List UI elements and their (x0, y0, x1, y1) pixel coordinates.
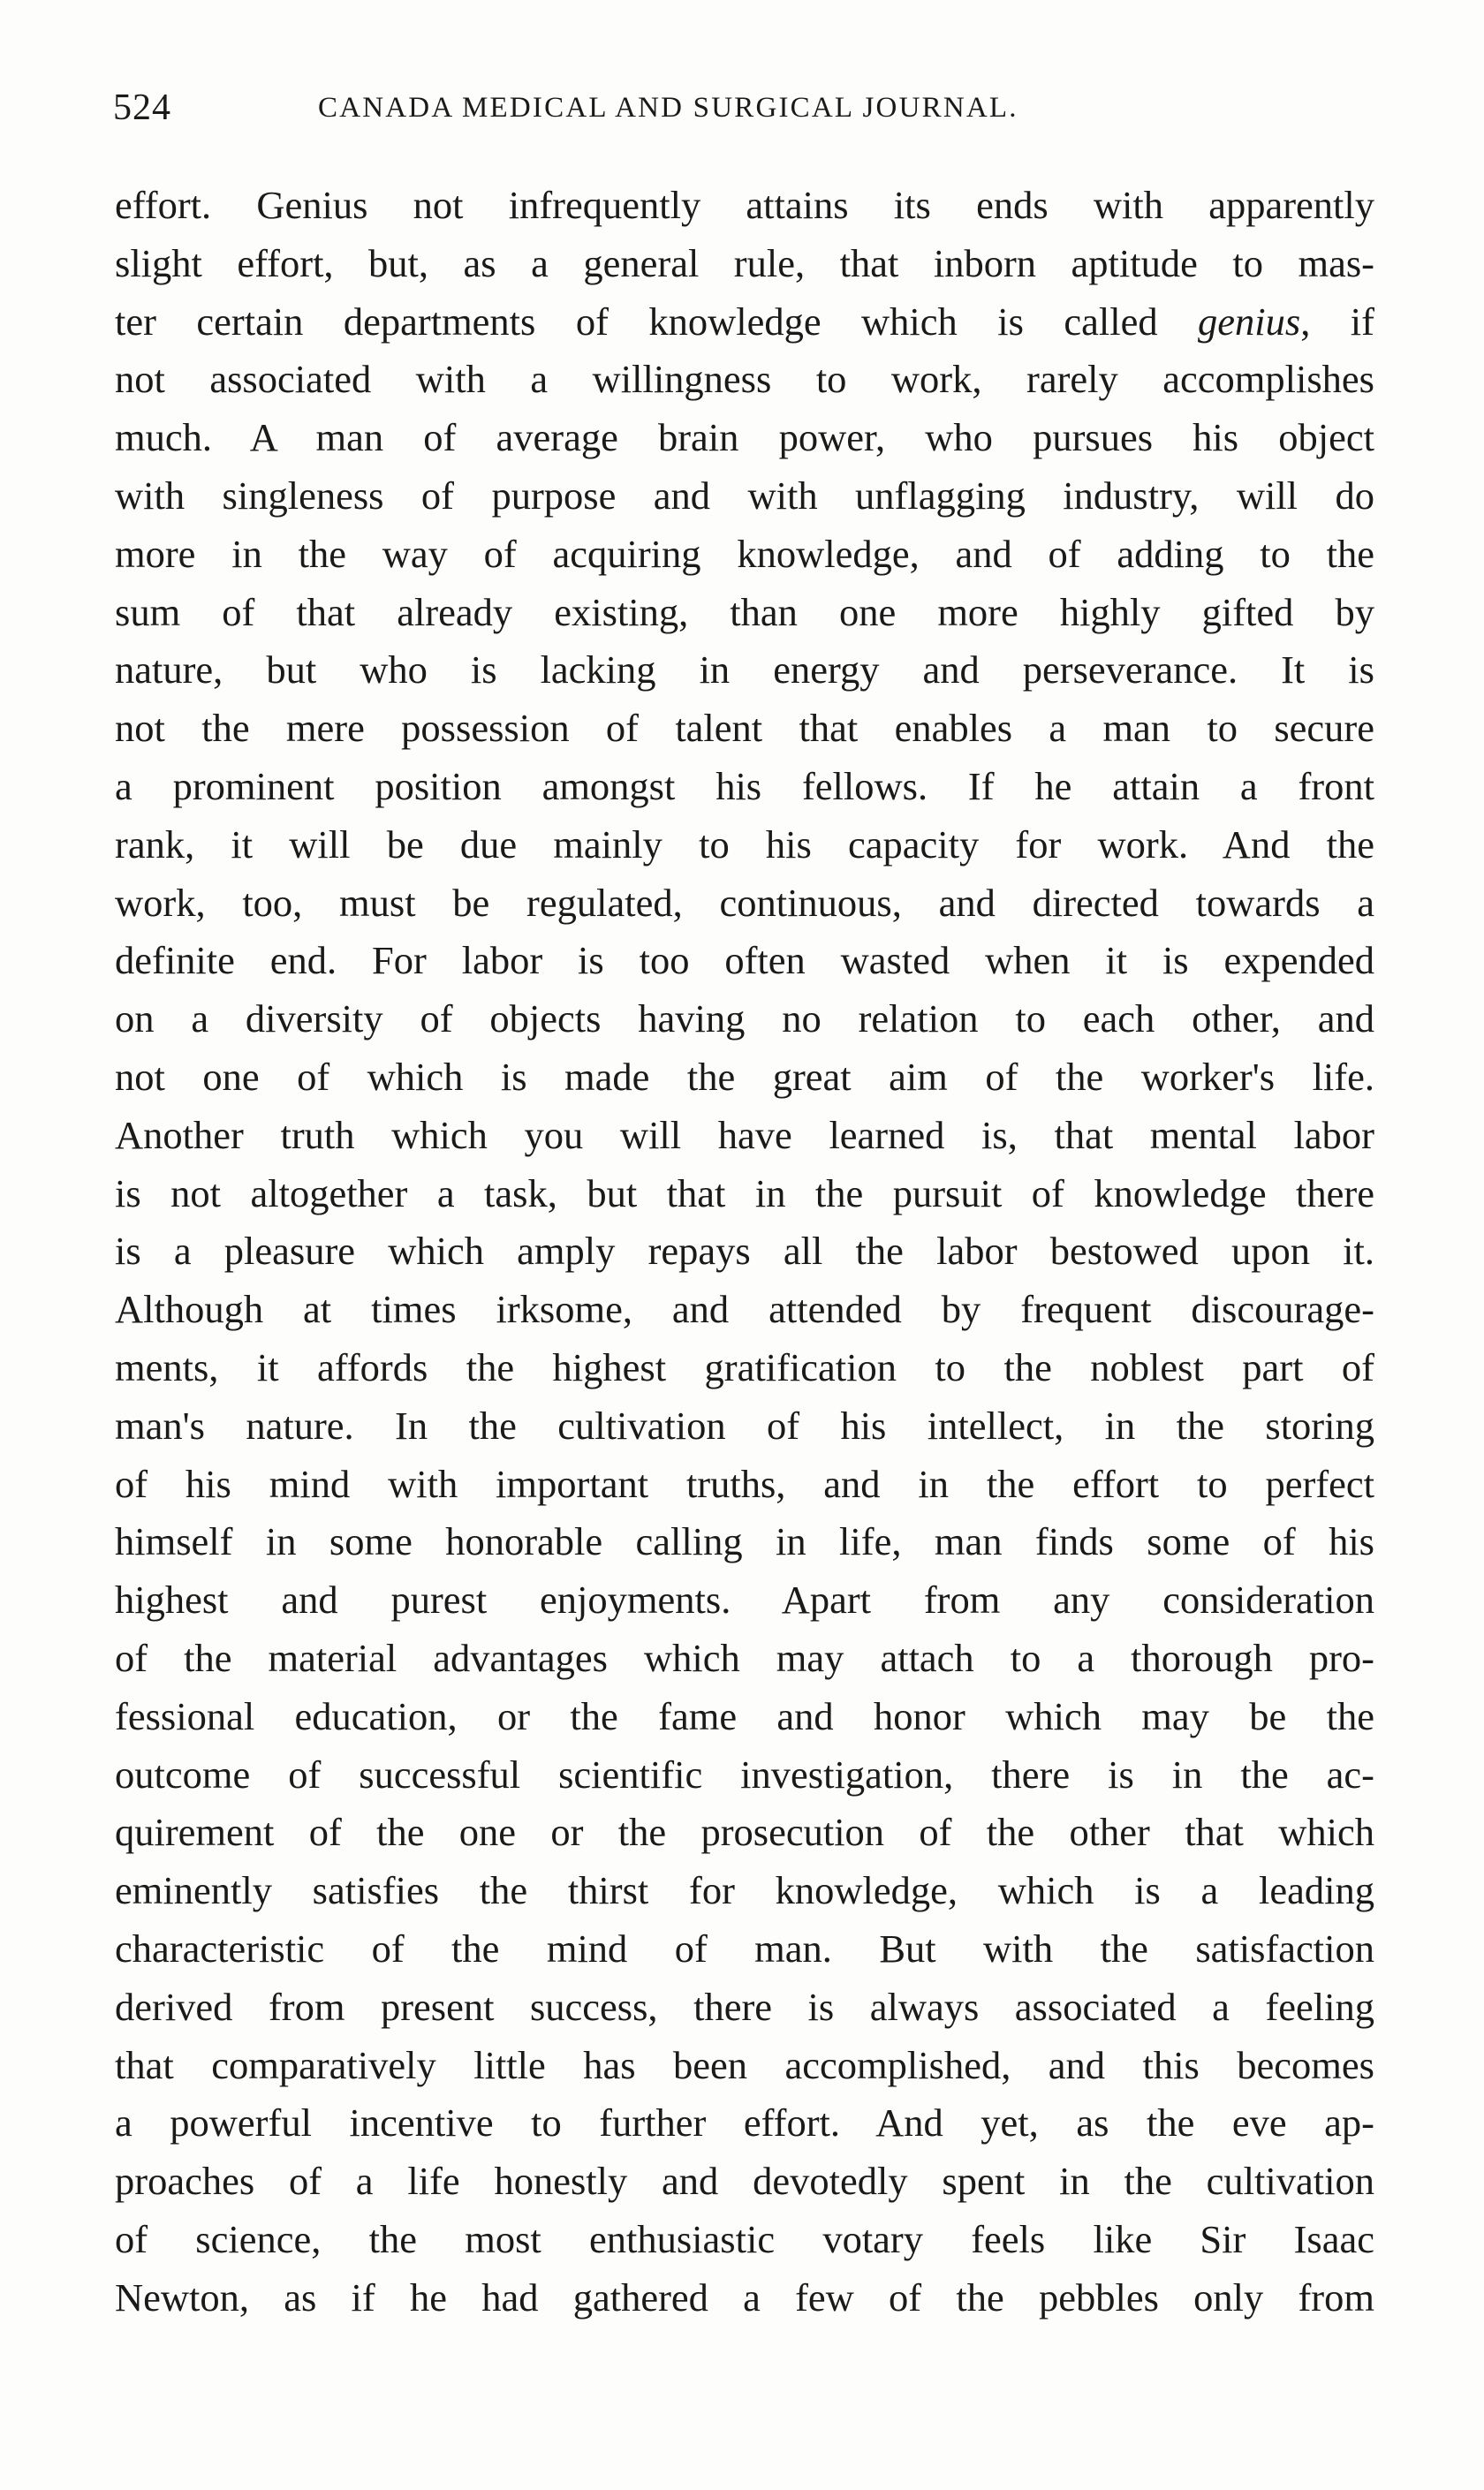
text-line: slight effort, but, as a general rule, that inborn aptitude to mas- (115, 240, 1374, 285)
text-line: sum of that already existing, than one more highly gifted by (115, 589, 1374, 634)
text-line: work, too, must be regulated, continuous, and directed towards a (115, 880, 1374, 925)
text-line: a prominent position amongst his fellows. If he attain a front (115, 763, 1374, 808)
text-line: of his mind with important truths, and in the effort to perfect (115, 1461, 1374, 1506)
text-line: fessional education, or the fame and honor which may be the (115, 1693, 1374, 1738)
page-number: 524 (113, 87, 171, 128)
journal-title: CANADA MEDICAL AND SURGICAL JOURNAL. (318, 92, 1018, 124)
running-header (113, 87, 1376, 140)
text-line: not one of which is made the great aim of the worker's life. (115, 1054, 1374, 1099)
text-line: derived from present success, there is always associated a feeling (115, 1984, 1374, 2029)
text-line: of science, the most enthusiastic votary feels like Sir Isaac (115, 2216, 1374, 2261)
text-line: that comparatively little has been accomplished, and this becomes (115, 2042, 1374, 2087)
text-line: nature, but who is lacking in energy and perseverance. It is (115, 647, 1374, 693)
text-line: Although at times irksome, and attended by frequent discourage- (115, 1287, 1374, 1332)
text-line: not the mere possession of talent that enables a man to secure (115, 706, 1374, 751)
text-line: of the material advantages which may attach to a thorough pro- (115, 1635, 1374, 1680)
text-line: is not altogether a task, but that in the pursuit of knowledge there (115, 1170, 1374, 1215)
text-line: not associated with a willingness to work, rarely accomplishes (115, 357, 1374, 402)
text-line: himself in some honorable calling in life, man finds some of his (115, 1519, 1374, 1564)
text-line: man's nature. In the cultivation of his intellect, in the storing (115, 1403, 1374, 1448)
text-line: ments, it affords the highest gratification to the noblest part of (115, 1344, 1374, 1389)
text-line: with singleness of purpose and with unflagging industry, will do (115, 473, 1374, 518)
text-line: Newton, as if he had gathered a few of the pebbles only from (115, 2274, 1374, 2320)
text-line: proaches of a life honestly and devotedly spent in the cultivation (115, 2159, 1374, 2204)
text-line: more in the way of acquiring knowledge, and of adding to the (115, 531, 1374, 576)
text-line: Another truth which you will have learned is, that mental labor (115, 1112, 1374, 1157)
text-line: highest and purest enjoyments. Apart from any consideration (115, 1578, 1374, 1623)
text-line: rank, it will be due mainly to his capacity for work. And the (115, 821, 1374, 867)
text-line: on a diversity of objects having no relation to each other, and (115, 996, 1374, 1041)
text-line: outcome of successful scientific investigation, there is in the ac- (115, 1752, 1374, 1797)
text-line: much. A man of average brain power, who pursues his object (115, 415, 1374, 460)
text-line: effort. Genius not infrequently attains its ends with apparently (115, 183, 1374, 227)
text-line: quirement of the one or the prosecution of the other that which (115, 1810, 1374, 1855)
text-line: characteristic of the mind of man. But with the satisfaction (115, 1926, 1374, 1971)
text-line: eminently satisfies the thirst for knowledge, which is a leading (115, 1868, 1374, 1913)
italic-word-genius: genius (1198, 299, 1301, 344)
text-line: is a pleasure which amply repays all the labor bestowed upon it. (115, 1229, 1374, 1274)
text-line: definite end. For labor is too often wasted when it is expended (115, 938, 1374, 983)
text-line: a powerful incentive to further effort. And yet, as the eve ap- (115, 2100, 1374, 2146)
body-text (115, 177, 1374, 2327)
text-line-with-italic: ter certain departments of knowledge which is called genius, if (115, 299, 1374, 344)
